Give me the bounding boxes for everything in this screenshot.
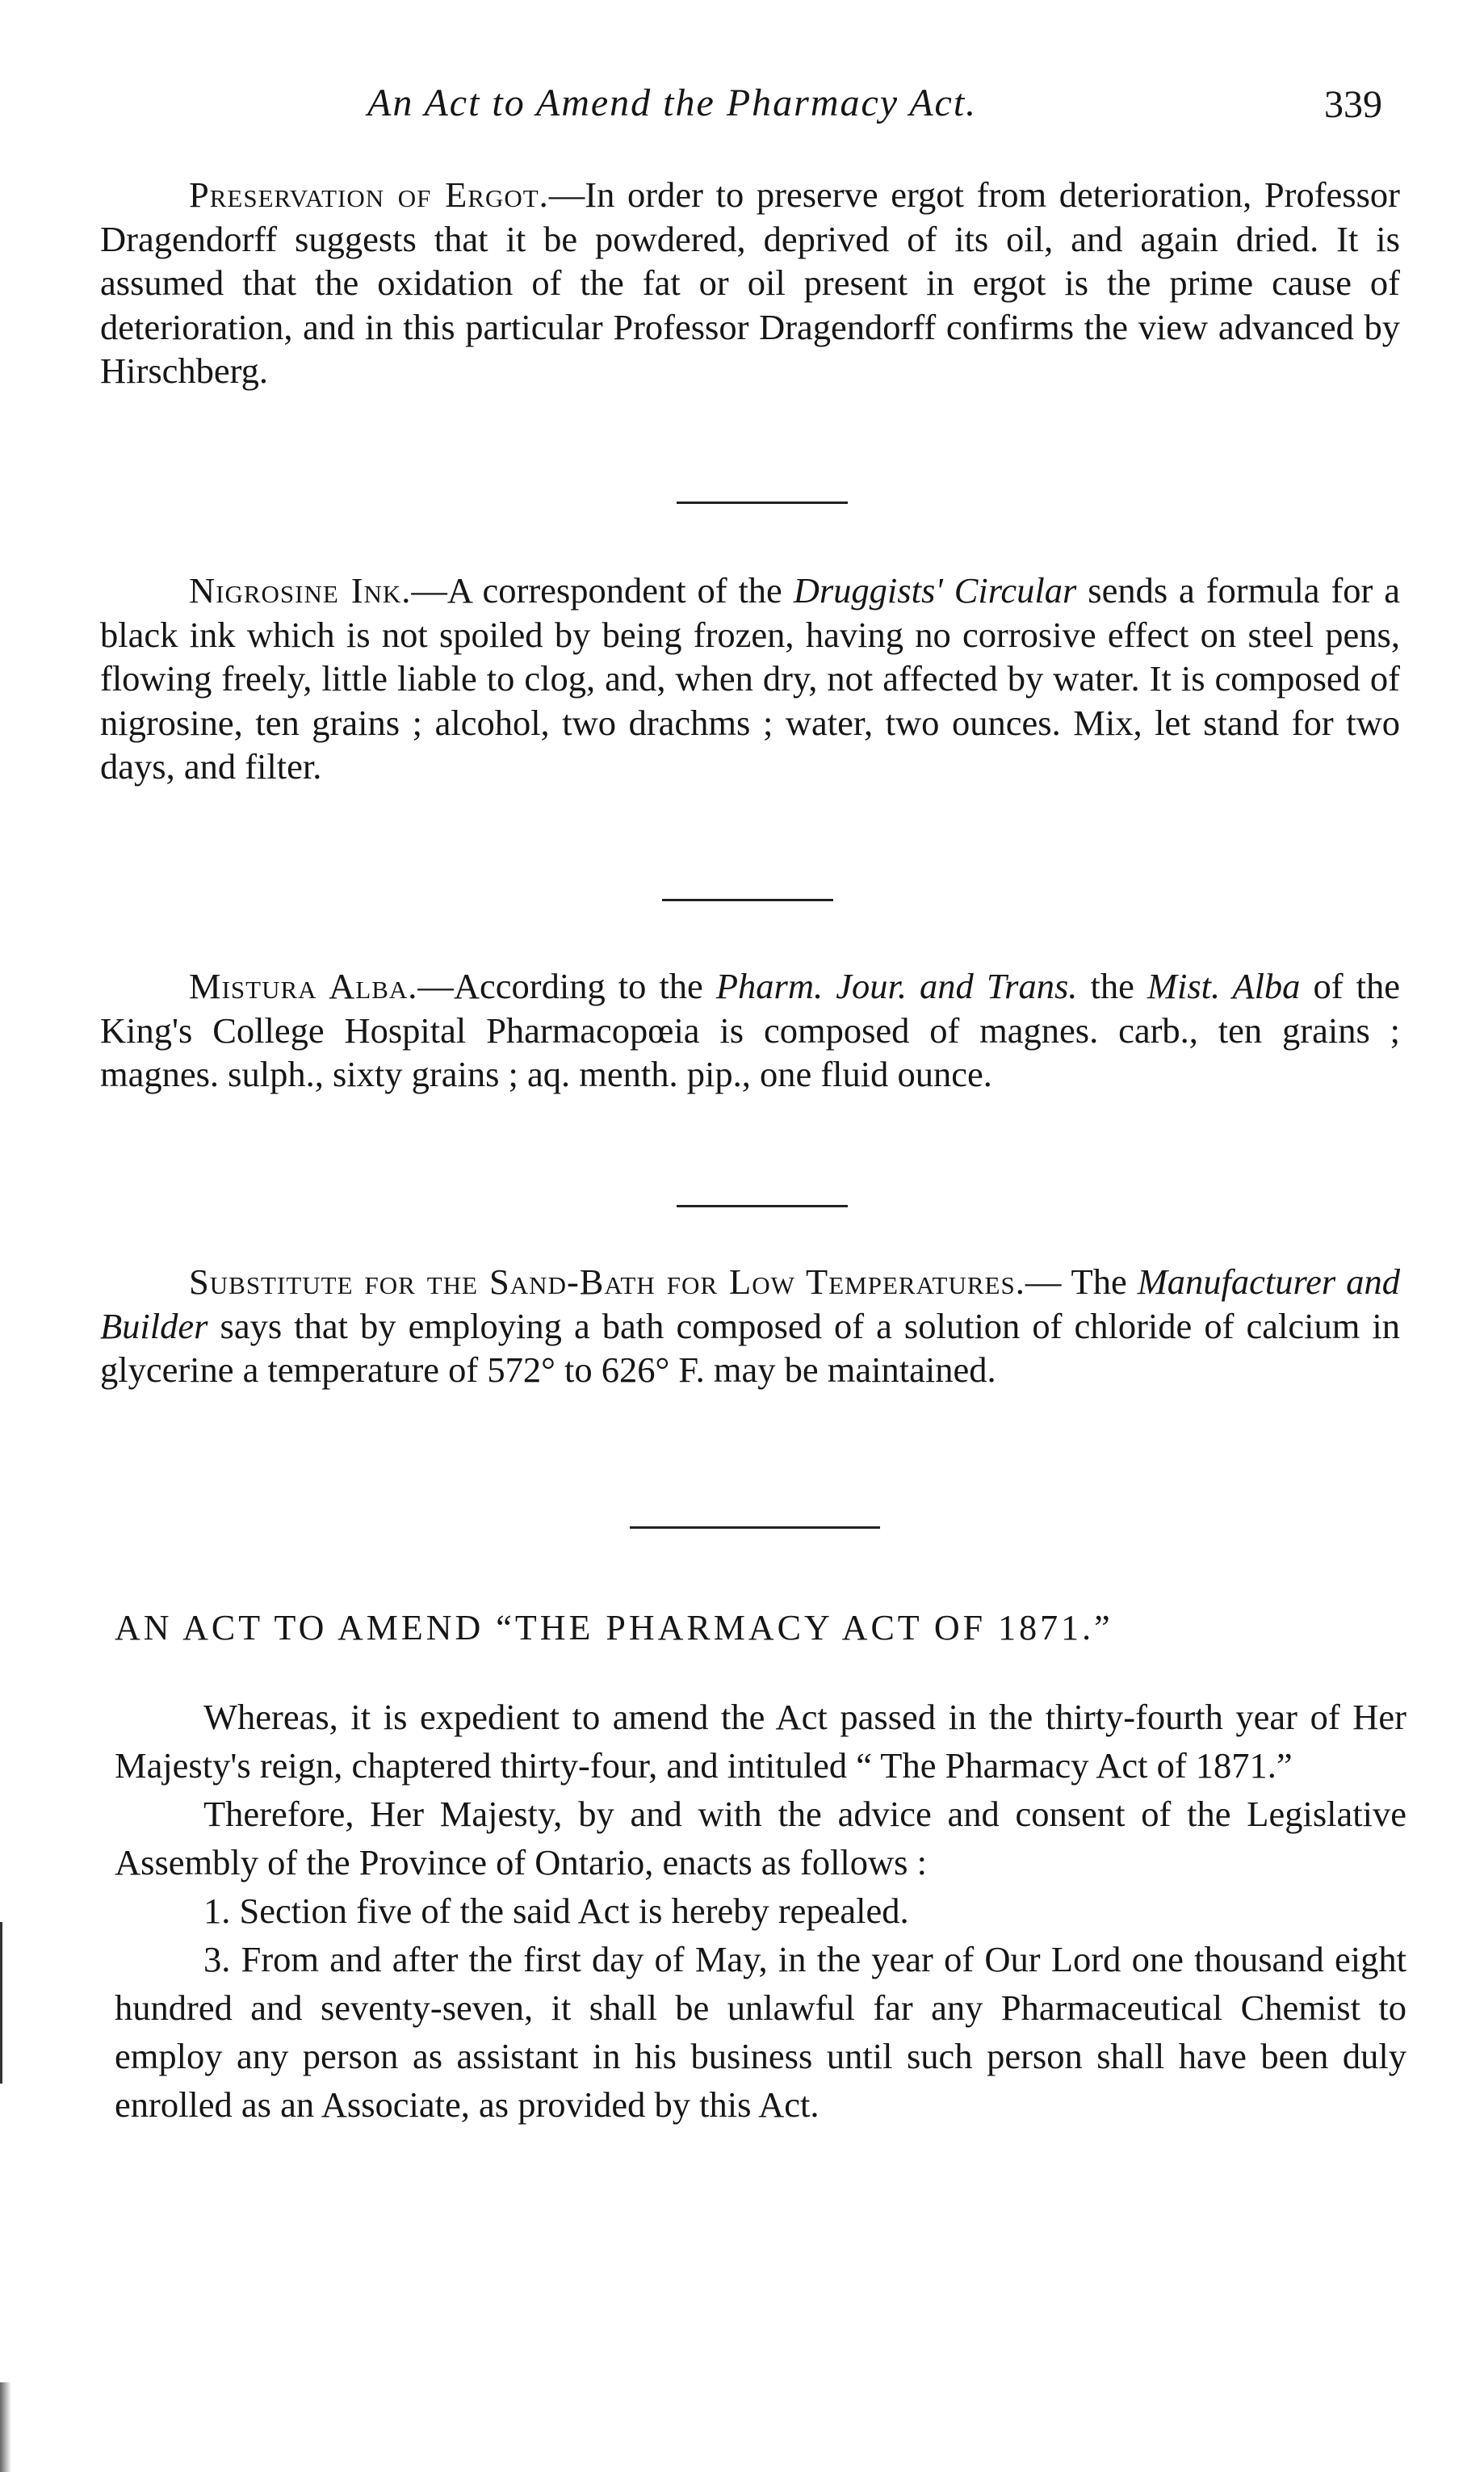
act-paragraph-preamble: Whereas, it is expedient to amend the Act passed in the thirty-fourth year of Her Majesty's reign, chaptered thirty-four, and intituled “ The Pharmacy Act of 1871.” (115, 1697, 1406, 1786)
act-heading: AN ACT TO AMEND “THE PHARMACY ACT OF 1871.” (115, 1608, 1113, 1647)
page-number: 339 (1324, 83, 1382, 126)
act-section-1: 1. Section five of the said Act is hereby repealed. (203, 1891, 909, 1931)
article-italic: Mist. Alba (1147, 966, 1301, 1006)
act-section-3: 3. From and after the first day of May, in the year of Our Lord one thousand eight hundred and seventy-seven, it shall be unlawful far any Pharmaceutical Chemist to employ any person as assistant in his business until such person shall have been duly enrolled as an Associate, as provided by this Act. (115, 1939, 1406, 2125)
article-italic: Pharm. Jour. and Trans. (715, 966, 1078, 1006)
article-body: — The (1025, 1261, 1138, 1302)
article-nigrosine-ink (100, 569, 1400, 789)
article-body: says that by employing a bath composed of a solution of chloride of calcium in glycerine a temperature of 572° to 626° F. may be maintained. (100, 1305, 1400, 1390)
running-title: An Act to Amend the Pharmacy Act. (367, 82, 978, 124)
article-paragraph (100, 173, 1400, 393)
article-paragraph (100, 964, 1400, 1097)
article-body: —A correspondent of the (411, 570, 794, 611)
article-body: the (1077, 966, 1147, 1006)
section-divider-long (630, 1526, 880, 1529)
act-paragraph-enacting: Therefore, Her Majesty, by and with the advice and consent of the Legislative Assembly of the Province of Ontario, enacts as follows : (115, 1794, 1406, 1882)
scan-margin-shadow (0, 1922, 2, 2084)
section-divider (677, 502, 848, 504)
section-divider (677, 1205, 848, 1207)
article-lead: Nigrosine Ink. (189, 570, 412, 611)
section-divider (662, 899, 833, 901)
article-lead: Mistura Alba. (189, 966, 418, 1006)
article-body: —According to the (417, 966, 716, 1006)
scan-corner-shadow (0, 2382, 11, 2472)
act-body (115, 1693, 1406, 2129)
article-preservation-of-ergot (100, 173, 1400, 393)
article-lead: Substitute for the Sand-Bath for Low Temperatures. (189, 1261, 1025, 1302)
article-paragraph (100, 569, 1400, 789)
article-paragraph (100, 1260, 1400, 1392)
article-body: —In order to preserve ergot from deterioration, Professor Dragendorff suggests that it be powdered, deprived of its oil, and again dried. It is assumed that the oxidation of the fat or oil present in ergot is the prime cause of deterioration, and in this particular Professor Dragendorff confirms the view advanced by Hirschberg. (100, 174, 1400, 391)
running-head (0, 81, 1484, 137)
article-body: sends a formula for a black ink which is not spoiled by being frozen, having no corrosive effect on steel pens, flowing freely, little liable to clog, and, when dry, not affected by water. It is composed of nigrosine, ten grains ; alcohol, two drachms ; water, two ounces. Mix, let stand for two days, and filter. (100, 570, 1400, 787)
article-mistura-alba (100, 964, 1400, 1097)
article-sand-bath-substitute (100, 1260, 1400, 1392)
article-italic: Manufacturer and Builder (100, 1261, 1400, 1346)
article-italic: Druggists' Circular (793, 570, 1077, 611)
article-body: of the King's College Hospital Pharmacopœia is composed of magnes. carb., ten grains ; magnes. sulph., sixty grains ; aq. menth. pip., one fluid ounce. (100, 966, 1400, 1094)
article-lead: Preservation of Ergot. (189, 174, 549, 215)
